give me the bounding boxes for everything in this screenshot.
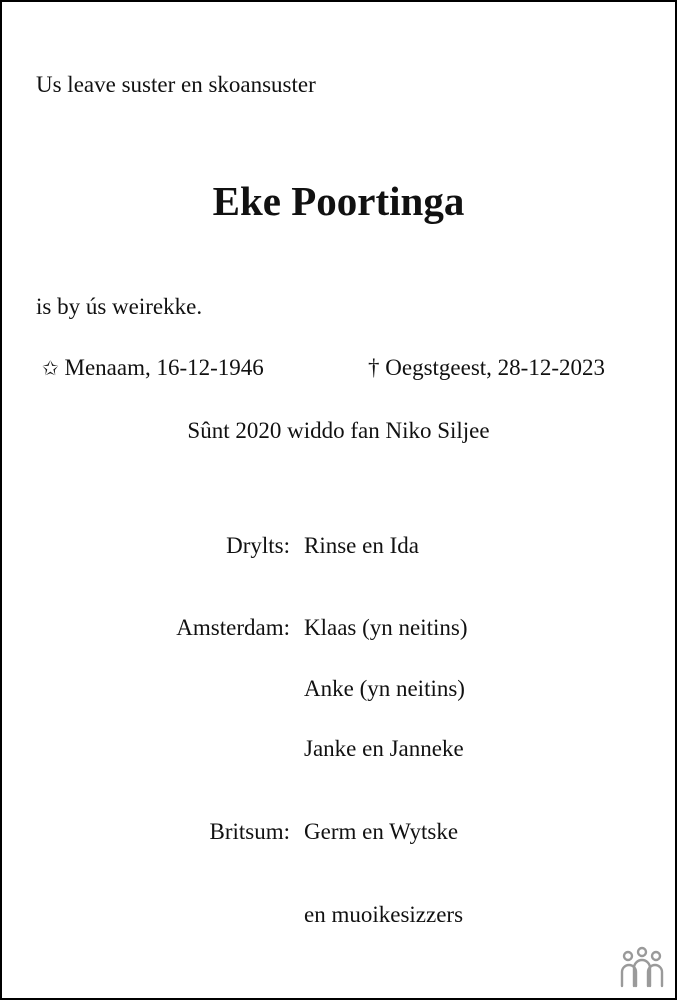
- birth-info: [42, 353, 264, 383]
- death-text: Oegstgeest, 28-12-2023: [385, 355, 605, 380]
- closing-text: en muoikesizzers: [304, 902, 464, 927]
- birth-text: Menaam, 16-12-1946: [64, 355, 264, 380]
- deceased-name: Eke Poortinga: [212, 178, 465, 224]
- death-info: [368, 353, 605, 383]
- star-icon: ✩: [42, 356, 59, 380]
- people-logo-icon: [619, 946, 665, 988]
- family-place: Drylts:: [226, 533, 290, 558]
- family-names: Janke en Janneke: [304, 736, 464, 761]
- cross-icon: †: [368, 355, 380, 380]
- family-names: Germ en Wytske: [304, 819, 459, 844]
- widow-text: Sûnt 2020 widdo fan Niko Siljee: [187, 418, 490, 443]
- family-place: Amsterdam:: [176, 615, 290, 640]
- family-names: Klaas (yn neitins): [304, 615, 468, 640]
- passed-text: is by ús weirekke.: [36, 294, 203, 319]
- family-names: Rinse en Ida: [304, 533, 419, 558]
- family-names: Anke (yn neitins): [304, 676, 465, 701]
- intro-text: Us leave suster en skoansuster: [36, 72, 316, 97]
- family-place: Britsum:: [209, 819, 290, 844]
